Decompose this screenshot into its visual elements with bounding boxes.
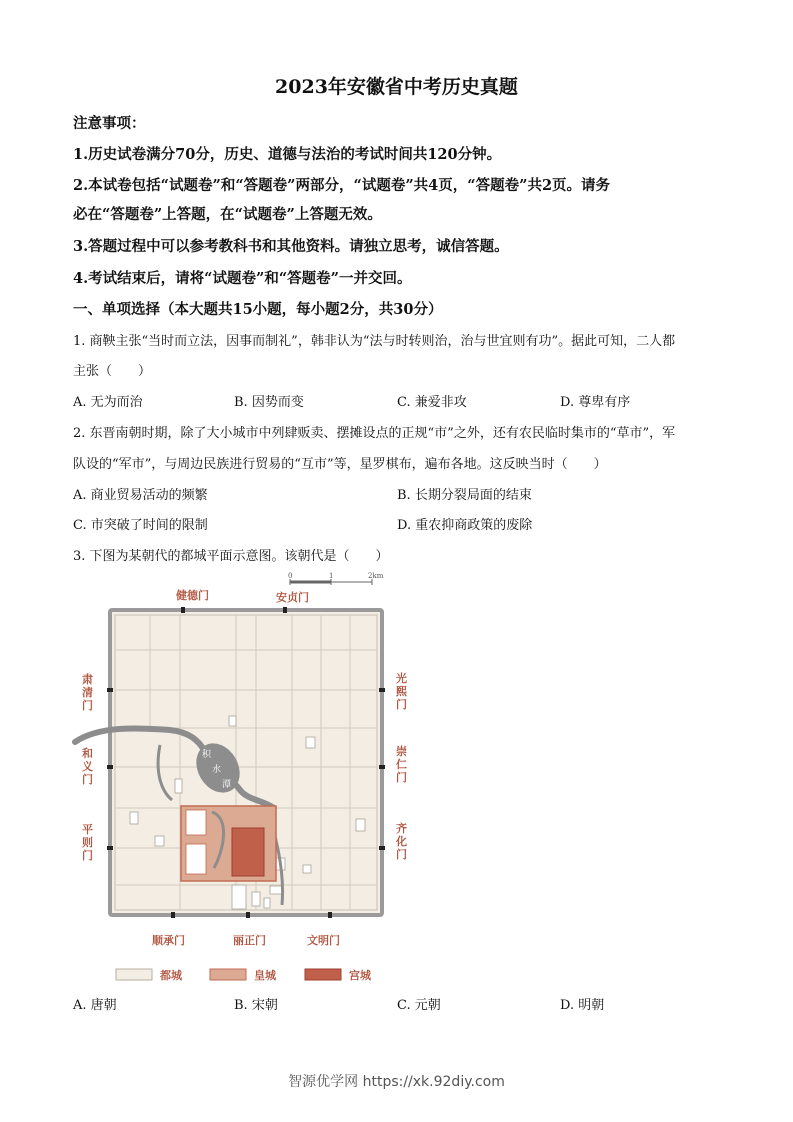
svg-text:门: 门: [82, 849, 93, 862]
question-2-option-a: A. 商业贸易活动的频繁: [73, 488, 208, 503]
question-1-stem-line-2: 主张（ ）: [73, 364, 152, 379]
gate-north-2: 安贞门: [276, 591, 309, 604]
question-1-option-a: A. 无为而治: [73, 395, 143, 410]
gate-east-1-char-1: 光: [396, 672, 407, 685]
footer-watermark: 智源优学网 https://xk.92diy.com: [288, 1074, 505, 1090]
gate-west-2-char-1: 和: [82, 747, 93, 760]
scale-label-2: 2km: [368, 572, 384, 580]
gate-east-2-char-1: 崇: [396, 745, 407, 758]
lake-label-2: 水: [212, 765, 222, 775]
gate-south-1: 顺承门: [152, 934, 185, 947]
legend-palace: 宫城: [349, 969, 371, 982]
question-3-option-d: D. 明朝: [560, 998, 605, 1013]
legend-capital: 都城: [160, 969, 182, 982]
section-heading: 一、单项选择（本大题共15小题，每小题2分，共30分）: [73, 301, 443, 318]
svg-text:门: 门: [82, 773, 93, 786]
svg-text:仁: 仁: [396, 758, 407, 771]
notice-item-2-line-1: 2.本试卷包括“试题卷”和“答题卷”两部分，“试题卷”共4页，“答题卷”共2页。请务: [73, 177, 611, 194]
capital-city-map: [70, 568, 410, 988]
notice-item-4: 4.考试结束后，请将“试题卷”和“答题卷”一并交回。: [73, 270, 412, 287]
notice-item-1: 1.历史试卷满分70分，历史、道德与法治的考试时间共120分钟。: [73, 146, 502, 163]
svg-text:门: 门: [82, 699, 93, 712]
page-title: 2023年安徽省中考历史真题: [275, 76, 518, 98]
lake-label-1: 积: [202, 750, 212, 760]
svg-text:熙: 熙: [396, 685, 407, 698]
palace-city: [232, 828, 264, 876]
question-2-stem-line-2: 队设的“军市”，与周边民族进行贸易的“互市”等，星罗棋布，遍布各地。这反映当时（ ）: [73, 457, 607, 472]
question-3-stem: 3. 下图为某朝代的都城平面示意图。该朝代是（ ）: [73, 549, 389, 564]
gate-south-2: 丽正门: [233, 934, 266, 947]
notice-heading: 注意事项：: [73, 115, 146, 132]
map-legend: [116, 968, 372, 982]
gate-west-1-char-1: 肃: [82, 673, 93, 686]
legend-imperial: 皇城: [254, 969, 276, 982]
svg-text:清: 清: [82, 686, 93, 699]
notice-item-3: 3.答题过程中可以参考教科书和其他资料。请独立思考，诚信答题。: [73, 238, 509, 255]
scale-label-0: 0: [288, 572, 293, 580]
question-2-option-d: D. 重农抑商政策的废除: [397, 518, 533, 533]
question-2-option-b: B. 长期分裂局面的结束: [397, 488, 532, 503]
scale-label-1: 1: [329, 572, 334, 580]
svg-text:门: 门: [396, 848, 407, 861]
svg-text:化: 化: [396, 835, 407, 848]
question-3-option-b: B. 宋朝: [234, 998, 278, 1013]
gate-east-3-char-1: 齐: [396, 822, 407, 835]
question-1-option-c: C. 兼爱非攻: [397, 395, 467, 410]
notice-item-2-line-2: 必在“答题卷”上答题，在“试题卷”上答题无效。: [73, 206, 382, 223]
svg-text:门: 门: [396, 698, 407, 711]
gate-south-3: 文明门: [307, 934, 340, 947]
svg-text:则: 则: [82, 836, 93, 849]
question-1-option-b: B. 因势而变: [234, 395, 304, 410]
scale-bar: [288, 572, 384, 585]
question-3-option-a: A. 唐朝: [73, 998, 117, 1013]
svg-text:义: 义: [82, 760, 93, 773]
question-2-stem-line-1: 2. 东晋南朝时期，除了大小城市中列肆贩卖、摆摊设点的正规“市”之外，还有农民临时集市的“草市”，军: [73, 426, 676, 441]
question-1-stem-line-1: 1. 商鞅主张“当时而立法，因事而制礼”，韩非认为“法与时转则治，治与世宜则有功”。据此可知，二人都: [73, 334, 676, 349]
question-3-option-c: C. 元朝: [397, 998, 441, 1013]
lake-label-3: 潭: [222, 780, 232, 790]
gate-west-3-char-1: 平: [82, 823, 93, 836]
question-2-option-c: C. 市突破了时间的限制: [73, 518, 208, 533]
gate-north-1: 健德门: [176, 589, 209, 602]
svg-text:门: 门: [396, 771, 407, 784]
question-1-option-d: D. 尊卑有序: [560, 395, 631, 410]
